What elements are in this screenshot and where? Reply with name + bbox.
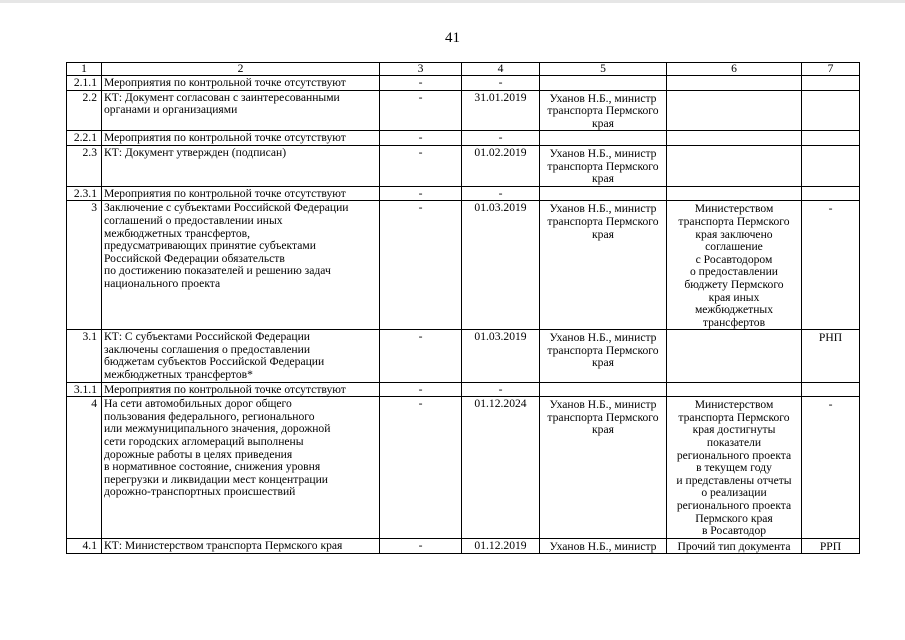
row-start-date: - bbox=[380, 201, 462, 330]
table-row bbox=[67, 397, 860, 539]
row-end-date: - bbox=[462, 186, 540, 201]
row-responsible: Уханов Н.Б., министр транспорта Пермского края bbox=[540, 90, 667, 131]
row-description: Заключение с субъектами Российской Федерации соглашений о предоставлении иных межбюджетных трансфертов, предусматривающих принятие субъектами Российской Федерации обязательств по достижению показателей и решению задач национального проекта bbox=[102, 201, 380, 330]
row-result: Министерством транспорта Пермского края заключено соглашение с Росавтодором о предоставлении бюджету Пермского края иных межбюджетных трансфертов bbox=[667, 201, 802, 330]
row-description: КТ: Документ утвержден (подписан) bbox=[102, 145, 380, 186]
table-row bbox=[67, 90, 860, 131]
row-start-date: - bbox=[380, 131, 462, 146]
row-end-date: 01.03.2019 bbox=[462, 201, 540, 330]
col-header: 5 bbox=[540, 63, 667, 76]
col-header: 2 bbox=[102, 63, 380, 76]
col-header: 6 bbox=[667, 63, 802, 76]
row-start-date: - bbox=[380, 538, 462, 554]
row-responsible: Уханов Н.Б., министр транспорта Пермского края bbox=[540, 397, 667, 539]
row-number: 2.1.1 bbox=[67, 76, 102, 91]
row-end-date: - bbox=[462, 382, 540, 397]
row-number: 2.3 bbox=[67, 145, 102, 186]
row-result bbox=[667, 131, 802, 146]
row-number: 2.2 bbox=[67, 90, 102, 131]
row-level bbox=[802, 186, 860, 201]
row-responsible: Уханов Н.Б., министр bbox=[540, 538, 667, 554]
row-start-date: - bbox=[380, 76, 462, 91]
row-end-date: - bbox=[462, 76, 540, 91]
table-row bbox=[67, 201, 860, 330]
row-responsible: Уханов Н.Б., министр транспорта Пермского края bbox=[540, 201, 667, 330]
table-row bbox=[67, 330, 860, 382]
row-result bbox=[667, 90, 802, 131]
row-result: Министерством транспорта Пермского края достигнуты показатели регионального проекта в текущем году и представлены отчеты о реализации регионального проекта Пермского края в Росавтодор bbox=[667, 397, 802, 539]
row-start-date: - bbox=[380, 330, 462, 382]
row-result bbox=[667, 186, 802, 201]
row-start-date: - bbox=[380, 382, 462, 397]
table-row bbox=[67, 145, 860, 186]
row-start-date: - bbox=[380, 90, 462, 131]
row-responsible: Уханов Н.Б., министр транспорта Пермского края bbox=[540, 145, 667, 186]
row-description: Мероприятия по контрольной точке отсутствуют bbox=[102, 382, 380, 397]
row-result bbox=[667, 145, 802, 186]
row-responsible bbox=[540, 382, 667, 397]
row-level: - bbox=[802, 201, 860, 330]
row-end-date: 01.12.2024 bbox=[462, 397, 540, 539]
table-row bbox=[67, 538, 860, 554]
row-level bbox=[802, 131, 860, 146]
row-level: РНП bbox=[802, 330, 860, 382]
row-description: Мероприятия по контрольной точке отсутствуют bbox=[102, 76, 380, 91]
row-result bbox=[667, 330, 802, 382]
row-end-date: 01.03.2019 bbox=[462, 330, 540, 382]
table-row bbox=[67, 186, 860, 201]
row-description: КТ: С субъектами Российской Федерации заключены соглашения о предоставлении бюджетам субъектов Российской Федерации межбюджетных трансфертов* bbox=[102, 330, 380, 382]
row-number: 3.1.1 bbox=[67, 382, 102, 397]
row-number: 3 bbox=[67, 201, 102, 330]
row-number: 4.1 bbox=[67, 538, 102, 554]
row-description: Мероприятия по контрольной точке отсутствуют bbox=[102, 186, 380, 201]
col-header: 7 bbox=[802, 63, 860, 76]
page-top-edge bbox=[0, 0, 905, 3]
row-level bbox=[802, 382, 860, 397]
row-level bbox=[802, 76, 860, 91]
row-end-date: 01.02.2019 bbox=[462, 145, 540, 186]
row-start-date: - bbox=[380, 186, 462, 201]
row-description: Мероприятия по контрольной точке отсутствуют bbox=[102, 131, 380, 146]
row-number: 3.1 bbox=[67, 330, 102, 382]
row-end-date: 31.01.2019 bbox=[462, 90, 540, 131]
row-number: 4 bbox=[67, 397, 102, 539]
row-description: На сети автомобильных дорог общего пользования федерального, регионального или межмуниципального значения, дорожной сети городских агломераций выполнены дорожные работы в целях приведения в нормативное состояние, снижения уровня перегрузки и ликвидации мест концентрации дорожно-транспортных происшествий bbox=[102, 397, 380, 539]
col-header: 1 bbox=[67, 63, 102, 76]
row-level: РРП bbox=[802, 538, 860, 554]
control-points-table bbox=[66, 62, 860, 554]
row-end-date: - bbox=[462, 131, 540, 146]
row-number: 2.2.1 bbox=[67, 131, 102, 146]
row-start-date: - bbox=[380, 397, 462, 539]
col-header: 3 bbox=[380, 63, 462, 76]
row-level: - bbox=[802, 397, 860, 539]
header-row bbox=[67, 63, 860, 76]
row-responsible bbox=[540, 186, 667, 201]
row-responsible: Уханов Н.Б., министр транспорта Пермского края bbox=[540, 330, 667, 382]
page-number: 41 bbox=[445, 30, 460, 46]
row-start-date: - bbox=[380, 145, 462, 186]
table-row bbox=[67, 382, 860, 397]
row-result bbox=[667, 382, 802, 397]
table-row bbox=[67, 131, 860, 146]
row-description: КТ: Документ согласован с заинтересованными органами и организациями bbox=[102, 90, 380, 131]
row-responsible bbox=[540, 131, 667, 146]
col-header: 4 bbox=[462, 63, 540, 76]
row-description: КТ: Министерством транспорта Пермского края bbox=[102, 538, 380, 554]
row-responsible bbox=[540, 76, 667, 91]
row-level bbox=[802, 90, 860, 131]
row-end-date: 01.12.2019 bbox=[462, 538, 540, 554]
row-result bbox=[667, 76, 802, 91]
row-result: Прочий тип документа bbox=[667, 538, 802, 554]
row-level bbox=[802, 145, 860, 186]
row-number: 2.3.1 bbox=[67, 186, 102, 201]
table-row bbox=[67, 76, 860, 91]
